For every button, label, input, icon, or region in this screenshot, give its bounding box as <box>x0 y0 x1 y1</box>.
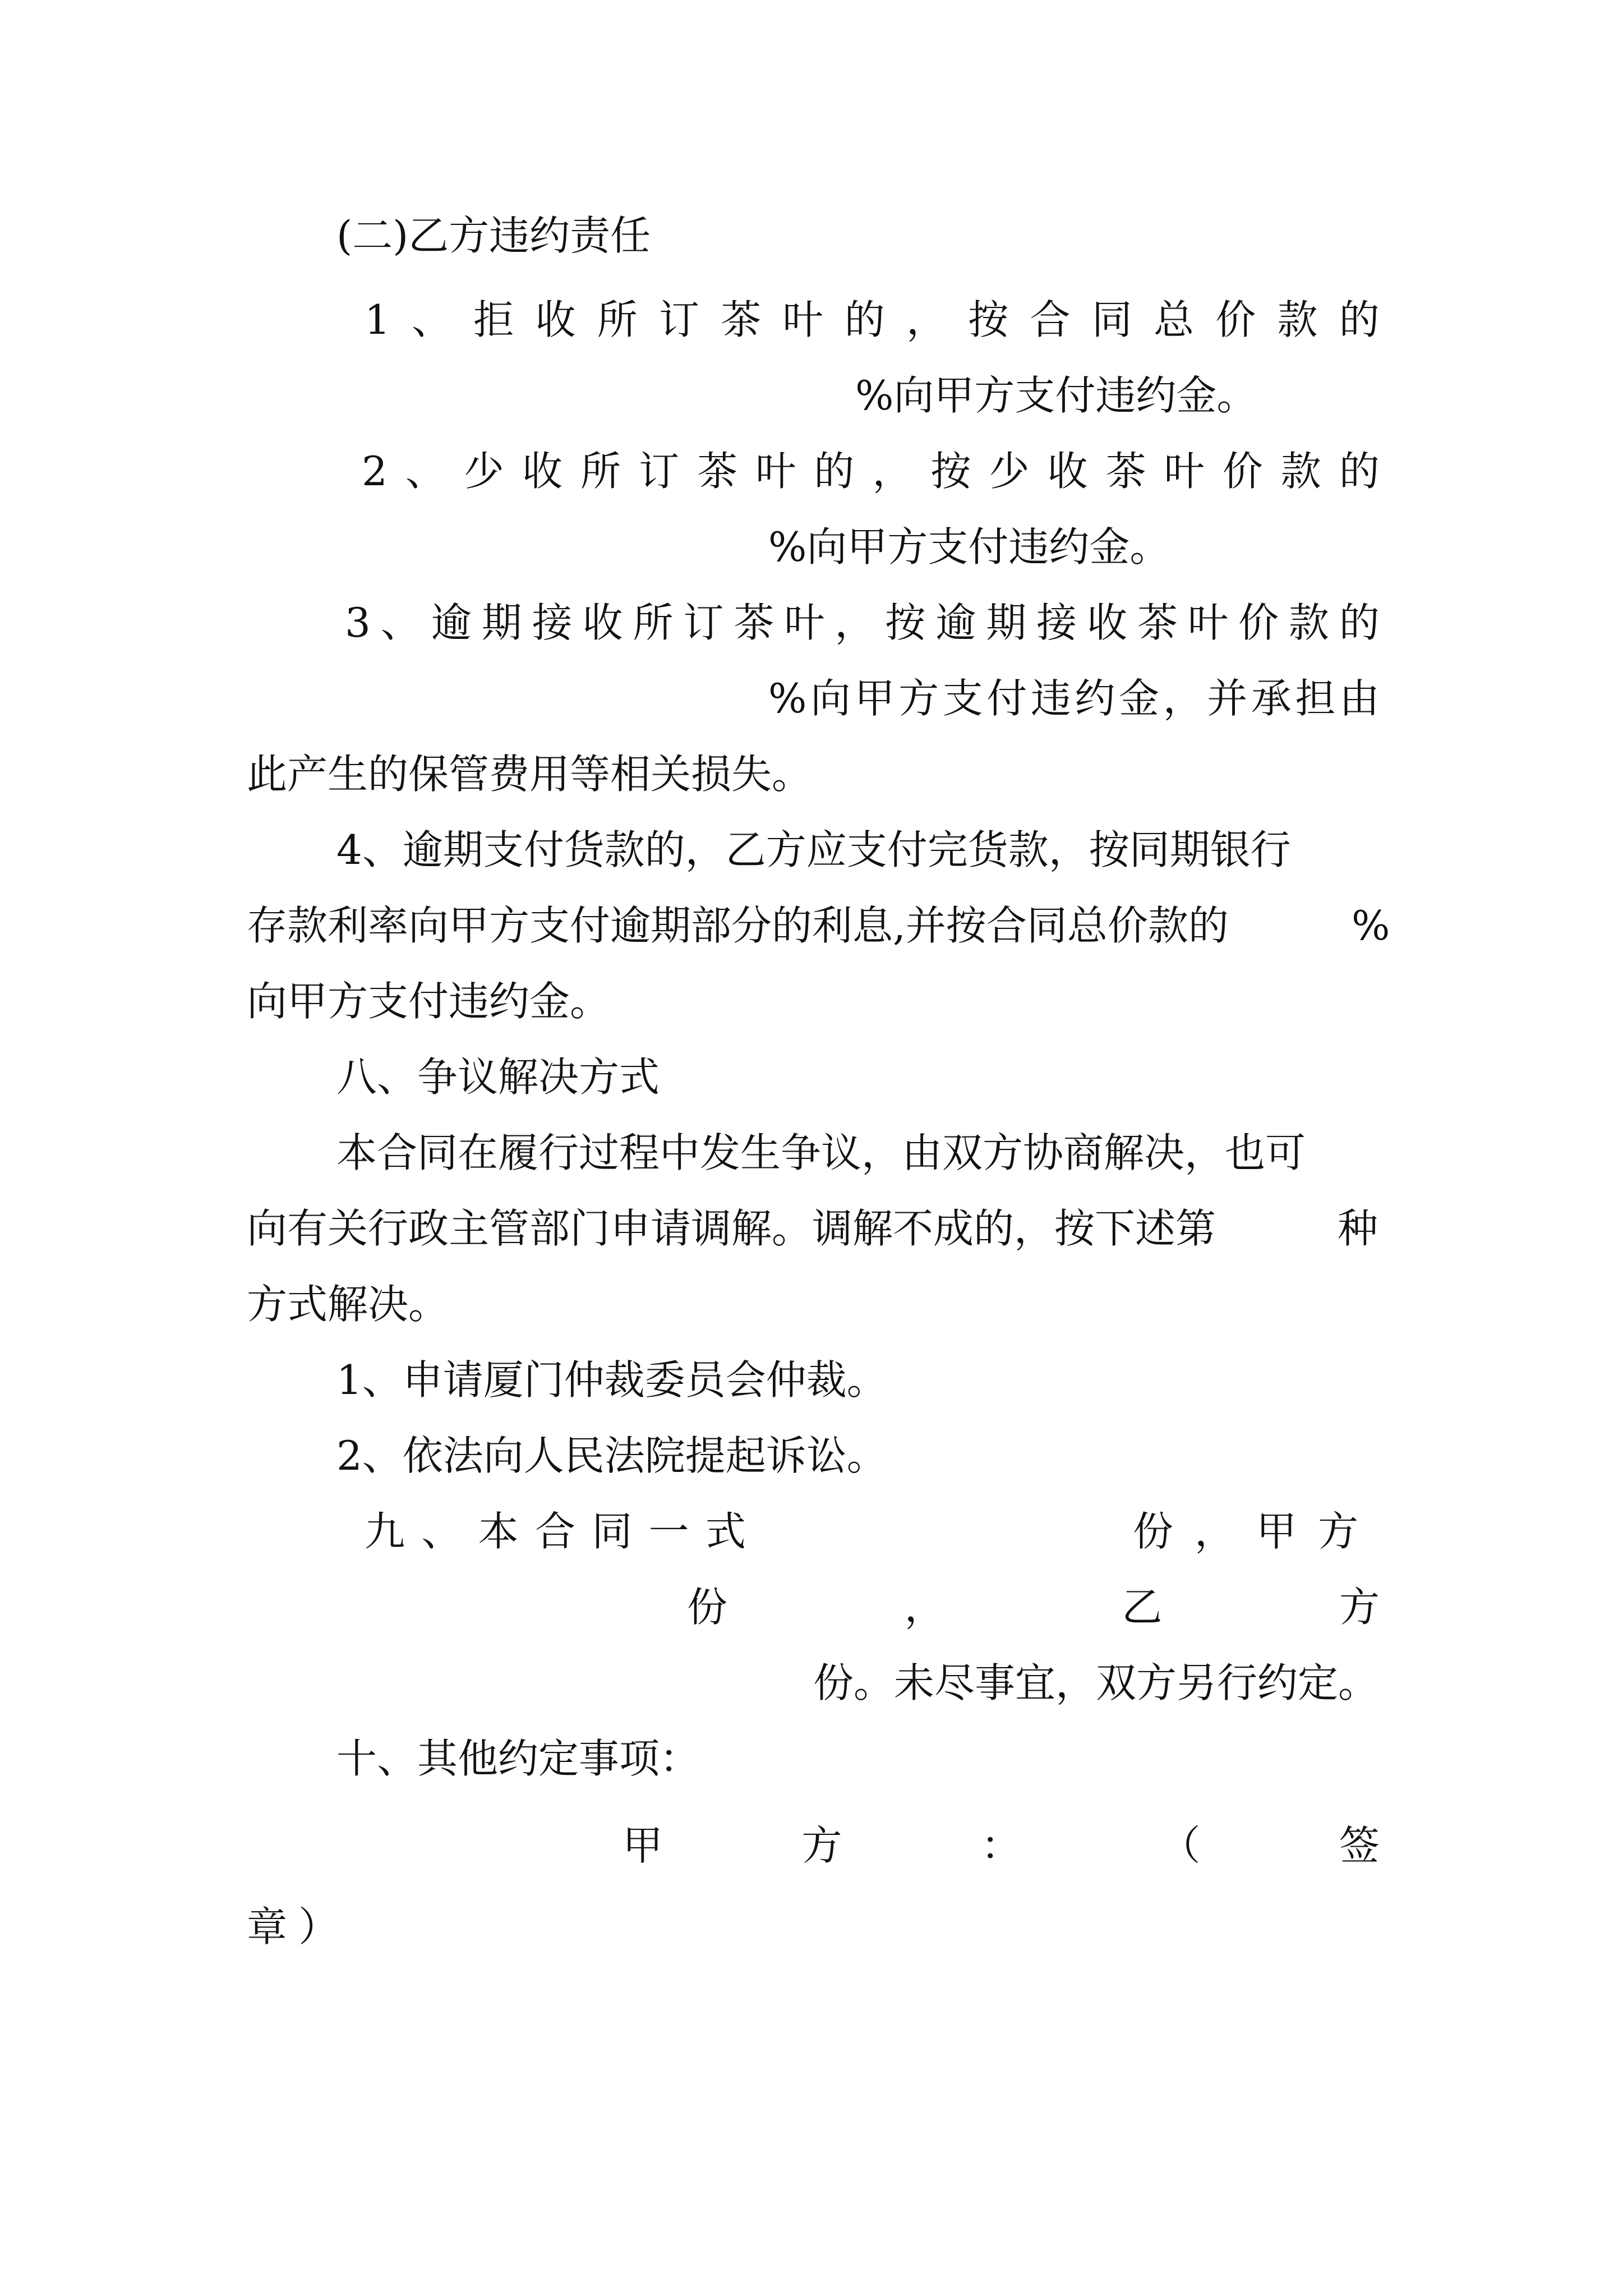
char: 所 <box>633 599 674 646</box>
dispute-paragraph-line-3: 方式解决。 <box>247 1281 449 1328</box>
char: 价 <box>1238 599 1279 646</box>
char: 收 <box>535 296 576 343</box>
copies-clause-line-2 <box>687 1579 1380 1635</box>
copies-clause-line-1-left <box>365 1503 746 1559</box>
char: 甲 <box>623 1822 663 1869</box>
char: ： <box>980 1822 1021 1869</box>
char: 所 <box>580 448 621 495</box>
char: % <box>768 675 807 722</box>
char: 付 <box>986 675 1027 722</box>
char: 期 <box>986 599 1027 646</box>
party-a-signature-line-end: 章） <box>247 1903 351 1950</box>
clause-3-line-3: 此产生的保管费用等相关损失。 <box>247 751 813 798</box>
char: （ <box>1160 1822 1201 1869</box>
char: 订 <box>639 448 680 495</box>
char: 款 <box>1280 448 1321 495</box>
char: 违 <box>1030 675 1071 722</box>
dispute-option-1: 1、申请厦门仲裁委员会仲裁。 <box>336 1356 887 1404</box>
char: 3 <box>345 599 371 646</box>
char: 茶 <box>1105 448 1146 495</box>
char: 同 <box>1091 296 1132 343</box>
char: 按 <box>885 599 926 646</box>
justified-text <box>687 1579 1380 1635</box>
char: 的 <box>844 296 885 343</box>
char: 接 <box>1036 599 1077 646</box>
justified-text <box>365 1503 746 1559</box>
char: ， <box>904 1584 945 1631</box>
char: 、 <box>412 296 453 343</box>
char: 茶 <box>721 296 762 343</box>
char: 价 <box>1222 448 1263 495</box>
char: 一 <box>648 1508 689 1555</box>
char: 少 <box>989 448 1030 495</box>
char: ， <box>872 448 913 495</box>
char: 少 <box>463 448 504 495</box>
char: 的 <box>1339 599 1380 646</box>
clause-4-percent-sign: % <box>1352 902 1390 949</box>
char: 叶 <box>1164 448 1205 495</box>
char: 向 <box>810 675 851 722</box>
char: 按 <box>930 448 971 495</box>
clause-4-line-1: 4、逾期支付货款的，乙方应支付完货款，按同期银行 <box>336 826 1291 873</box>
char: 方 <box>801 1822 842 1869</box>
char: 叶 <box>784 599 825 646</box>
clause-4-line-3: 向甲方支付违约金。 <box>247 978 611 1025</box>
clause-2-line-1 <box>362 443 1380 499</box>
justified-text <box>623 1818 1380 1874</box>
char: 2 <box>362 448 388 495</box>
party-a-signature-line <box>623 1818 1380 1874</box>
copies-clause-line-3: 份。未尽事宜，双方另行约定。 <box>813 1659 1379 1706</box>
char: 订 <box>683 599 724 646</box>
char: 订 <box>659 296 700 343</box>
char: 收 <box>582 599 623 646</box>
char: 由 <box>1339 675 1380 722</box>
clause-3-line-1 <box>345 595 1380 651</box>
justified-text <box>345 595 1380 651</box>
justified-text <box>768 670 1380 726</box>
char: 乙 <box>1122 1584 1163 1631</box>
char: 期 <box>481 599 522 646</box>
char: 式 <box>705 1508 746 1555</box>
section-heading-dispute-resolution: 八、争议解决方式 <box>336 1053 660 1101</box>
char: 的 <box>1339 296 1380 343</box>
char: ， <box>906 296 947 343</box>
char: 支 <box>942 675 983 722</box>
char: 担 <box>1295 675 1336 722</box>
char: 承 <box>1251 675 1292 722</box>
dispute-option-2: 2、依法向人民法院提起诉讼。 <box>336 1432 887 1479</box>
char: ， <box>834 599 875 646</box>
char: 按 <box>968 296 1009 343</box>
char: 九 <box>365 1508 405 1555</box>
char: 款 <box>1277 296 1318 343</box>
char: 、 <box>421 1508 462 1555</box>
justified-text <box>365 292 1380 348</box>
char: 茶 <box>734 599 774 646</box>
justified-text <box>362 443 1380 499</box>
char: ， <box>1163 675 1204 722</box>
clause-1-line-1 <box>365 292 1380 348</box>
section-heading-other-terms: 十、其他约定事项： <box>336 1735 700 1782</box>
char: 甲 <box>854 675 895 722</box>
copies-clause-line-1-right: 份，甲方 <box>1133 1508 1380 1555</box>
char: 叶 <box>1188 599 1229 646</box>
char: 方 <box>1339 1584 1380 1631</box>
char: 收 <box>1087 599 1128 646</box>
char: 总 <box>1154 296 1195 343</box>
char: 合 <box>1030 296 1071 343</box>
char: 接 <box>532 599 573 646</box>
clause-2-line-2: %向甲方支付违约金。 <box>768 523 1170 570</box>
char: 的 <box>814 448 855 495</box>
char: 合 <box>534 1508 575 1555</box>
char: 的 <box>1339 448 1380 495</box>
char: 1 <box>365 296 390 343</box>
dispute-paragraph-line-1: 本合同在履行过程中发生争议，由双方协商解决，也可 <box>336 1129 1306 1176</box>
clause-1-line-2: %向甲方支付违约金。 <box>855 372 1257 419</box>
char: 同 <box>592 1508 633 1555</box>
section-heading-breach-party-b: (二)乙方违约责任 <box>336 212 651 259</box>
char: 收 <box>522 448 562 495</box>
char: 并 <box>1207 675 1248 722</box>
char: 所 <box>597 296 638 343</box>
clause-4-line-2: 存款利率向甲方支付逾期部分的利息,并按合同总价款的 <box>247 902 1229 949</box>
char: 叶 <box>755 448 796 495</box>
char: 本 <box>478 1508 519 1555</box>
clause-3-line-2 <box>768 670 1380 726</box>
char: 签 <box>1339 1822 1380 1869</box>
dispute-paragraph-line-2: 向有关行政主管部门申请调解。调解不成的，按下述第 <box>247 1205 1216 1252</box>
char: 拒 <box>473 296 514 343</box>
char: 茶 <box>1137 599 1178 646</box>
char: 茶 <box>697 448 738 495</box>
char: 、 <box>380 599 421 646</box>
char: 款 <box>1288 599 1329 646</box>
char: 约 <box>1075 675 1115 722</box>
char: 逾 <box>935 599 976 646</box>
char: 份 <box>687 1584 728 1631</box>
char: 金 <box>1119 675 1160 722</box>
dispute-paragraph-line-2-tail: 种 <box>1338 1205 1378 1252</box>
char: 价 <box>1215 296 1256 343</box>
char: 叶 <box>782 296 823 343</box>
char: 逾 <box>431 599 472 646</box>
char: 方 <box>898 675 939 722</box>
char: 、 <box>405 448 446 495</box>
char: 收 <box>1047 448 1088 495</box>
